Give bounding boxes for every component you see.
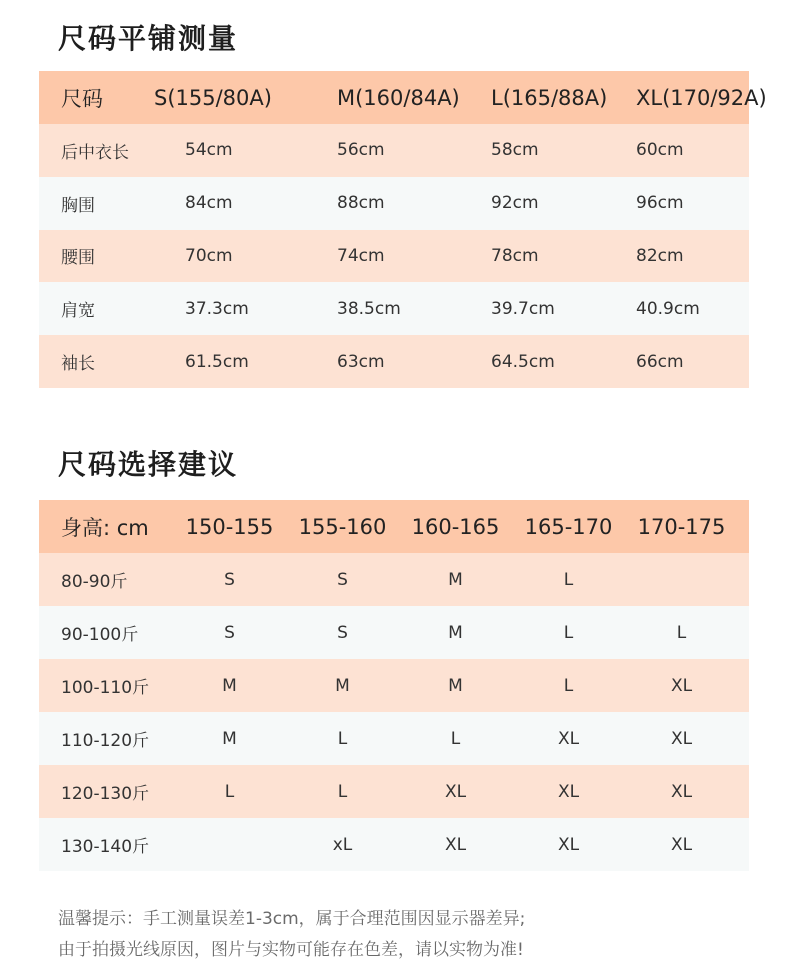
cell-size: L <box>563 622 574 643</box>
cell-size: XL <box>557 728 580 749</box>
cell-value: 66cm <box>636 351 684 372</box>
cell-size: M <box>222 728 237 749</box>
advice-title: 尺码选择建议 <box>58 448 239 481</box>
cell-size: L <box>224 781 235 802</box>
row-weight: 100-110斤 <box>61 678 150 698</box>
cell-value: 38.5cm <box>337 298 401 319</box>
cell-size: XL <box>444 834 467 855</box>
header-l: L(165/88A) <box>491 85 608 110</box>
cell-value: 37.3cm <box>185 298 249 319</box>
row-label: 袖长 <box>61 354 95 375</box>
cell-value: 56cm <box>337 140 385 161</box>
row-label: 腰围 <box>61 248 95 269</box>
cell-value: 58cm <box>491 140 539 161</box>
size-measure-table <box>39 71 767 388</box>
cell-size: L <box>337 728 348 749</box>
table-row <box>39 335 749 388</box>
row-weight: 90-100斤 <box>61 625 139 645</box>
cell-size: XL <box>444 781 467 802</box>
cell-size: xL <box>332 834 353 855</box>
cell-size: XL <box>557 781 580 802</box>
row-weight: 120-130斤 <box>61 784 150 804</box>
table-row <box>39 765 749 818</box>
row-weight: 110-120斤 <box>61 731 150 751</box>
cell-size: XL <box>670 728 693 749</box>
row-label: 肩宽 <box>61 301 95 322</box>
cell-size: M <box>448 569 463 590</box>
cell-size: S <box>337 622 348 643</box>
cell-value: 74cm <box>337 245 385 266</box>
cell-size: XL <box>670 781 693 802</box>
header-range: 165-170 <box>524 514 613 539</box>
table-row <box>39 177 749 230</box>
header-s: S(155/80A) <box>154 85 272 110</box>
cell-size: L <box>563 569 574 590</box>
table-row <box>39 659 749 712</box>
cell-size: M <box>448 675 463 696</box>
cell-size: L <box>450 728 461 749</box>
table-row <box>39 282 749 335</box>
size-advice-table <box>39 500 749 871</box>
measure-header-row <box>39 71 767 124</box>
header-height: 身高: cm <box>61 515 149 540</box>
cell-value: 54cm <box>185 140 233 161</box>
tips-note <box>58 904 525 966</box>
header-range: 150-155 <box>185 514 274 539</box>
cell-size: XL <box>670 675 693 696</box>
cell-size: S <box>224 622 235 643</box>
cell-value: 61.5cm <box>185 351 249 372</box>
cell-value: 92cm <box>491 193 539 214</box>
cell-size: M <box>335 675 350 696</box>
cell-size: S <box>337 569 348 590</box>
cell-value: 96cm <box>636 193 684 214</box>
cell-size: XL <box>557 834 580 855</box>
header-size: 尺码 <box>61 86 103 111</box>
header-range: 155-160 <box>298 514 387 539</box>
table-row <box>39 606 749 659</box>
table-row <box>39 553 749 606</box>
cell-size: L <box>563 675 574 696</box>
table-row <box>39 712 749 765</box>
cell-value: 88cm <box>337 193 385 214</box>
cell-size: M <box>222 675 237 696</box>
cell-value: 84cm <box>185 193 233 214</box>
header-range: 170-175 <box>637 514 726 539</box>
cell-size: L <box>676 622 687 643</box>
cell-value: 63cm <box>337 351 385 372</box>
table-row <box>39 230 749 283</box>
header-range: 160-165 <box>411 514 500 539</box>
cell-value: 40.9cm <box>636 298 700 319</box>
row-weight: 80-90斤 <box>61 572 128 592</box>
header-xl: XL(170/92A) <box>636 85 767 110</box>
tips-line-1: 温馨提示：手工测量误差1-3cm，属于合理范围因显示器差异; <box>58 909 526 929</box>
cell-size: S <box>224 569 235 590</box>
table-row <box>39 124 749 177</box>
header-m: M(160/84A) <box>337 85 460 110</box>
cell-size: M <box>448 622 463 643</box>
cell-value: 64.5cm <box>491 351 555 372</box>
cell-size: XL <box>670 834 693 855</box>
cell-value: 70cm <box>185 245 233 266</box>
row-weight: 130-140斤 <box>61 837 150 857</box>
cell-value: 78cm <box>491 245 539 266</box>
measure-title: 尺码平铺测量 <box>58 22 239 55</box>
cell-value: 82cm <box>636 245 684 266</box>
cell-value: 60cm <box>636 140 684 161</box>
cell-value: 39.7cm <box>491 298 555 319</box>
table-row <box>39 818 749 871</box>
row-label: 后中衣长 <box>61 142 129 163</box>
tips-line-2: 由于拍摄光线原因，图片与实物可能存在色差，请以实物为准! <box>58 940 524 960</box>
advice-header-row <box>39 500 749 553</box>
cell-size: L <box>337 781 348 802</box>
row-label: 胸围 <box>61 195 95 216</box>
